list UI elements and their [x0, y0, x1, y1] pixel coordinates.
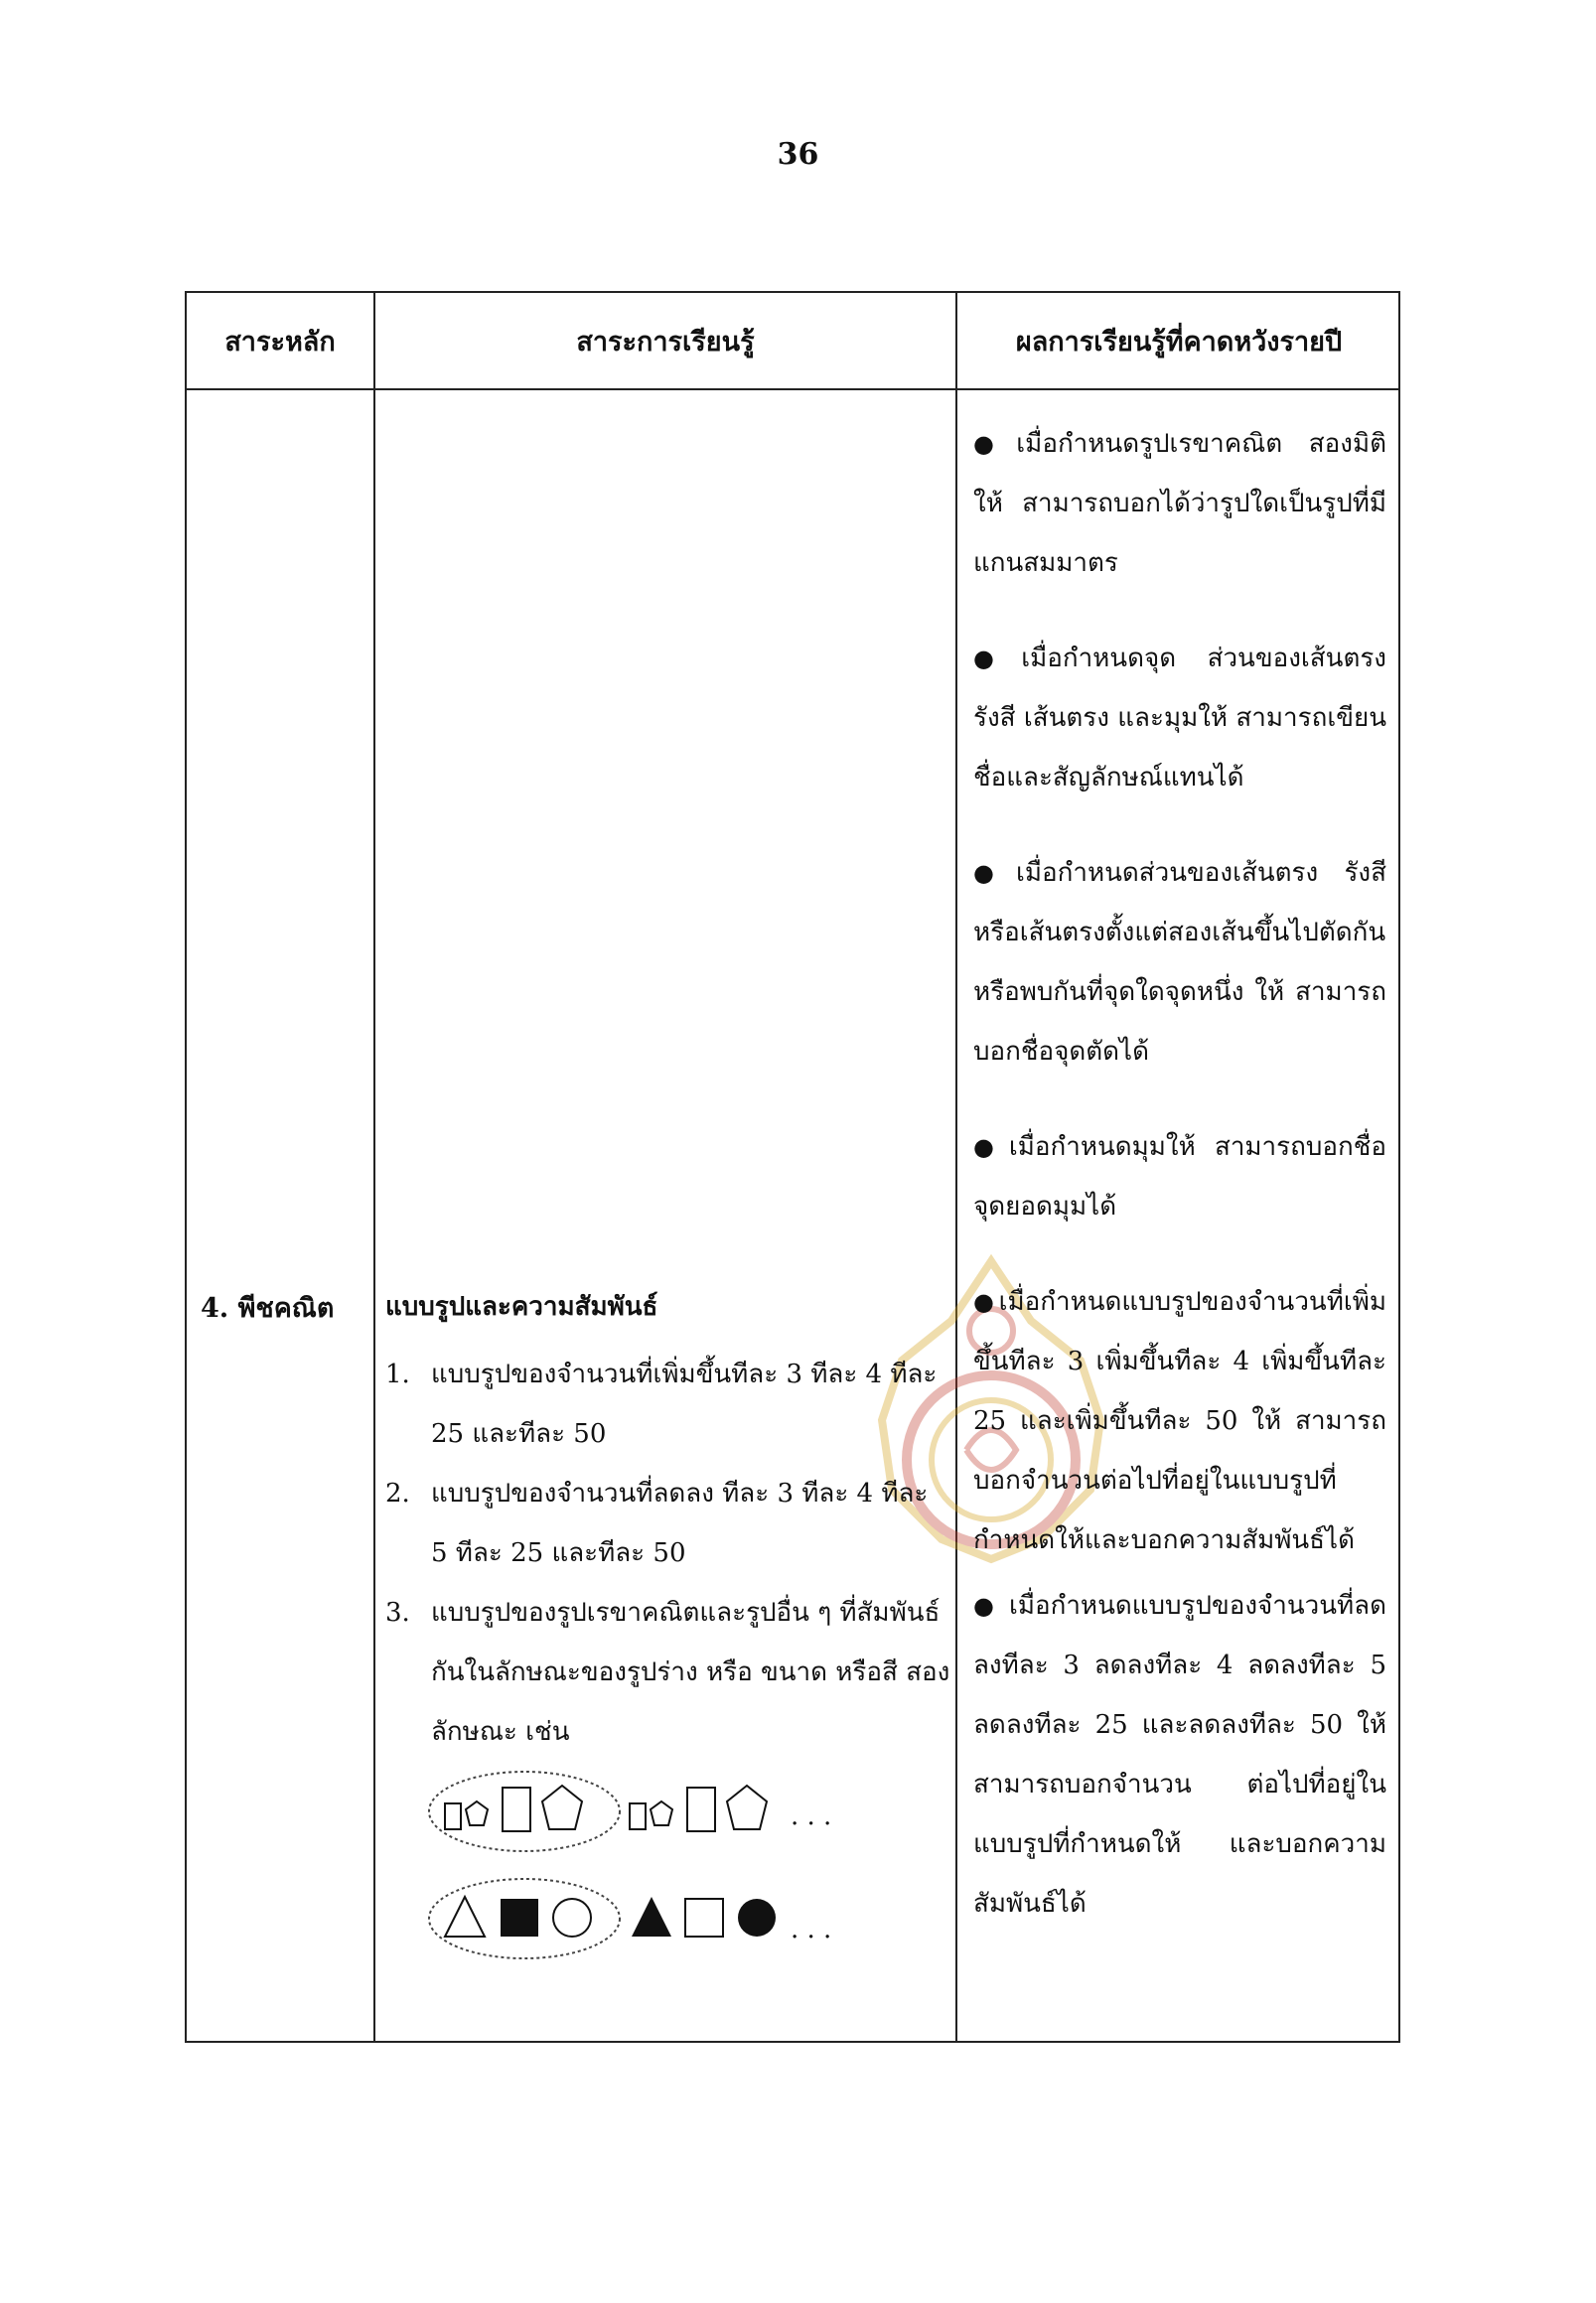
outcome-text: เมื่อกำหนดจุด ส่วนของเส้นตรง รังสี เส้นตรง และมุมให้ สามารถเขียนชื่อและสัญลักษณ์แทนได้	[973, 644, 1386, 792]
core-topic-algebra: 4. พีชคณิต	[201, 1293, 335, 1324]
small-pentagon-icon	[651, 1801, 672, 1825]
outline-circle-icon	[553, 1899, 591, 1937]
header-core-topic: สาระหลัก	[224, 326, 336, 358]
outcome-item: ● เมื่อกำหนดมุมให้ สามารถบอกชื่อจุดยอดมุมได้	[973, 1132, 1386, 1222]
small-pentagon-icon	[466, 1801, 488, 1825]
outline-triangle-icon	[445, 1897, 485, 1937]
outcome-item: ● เมื่อกำหนดจุด ส่วนของเส้นตรง รังสี เส้นตรง และมุมให้ สามารถเขียนชื่อและสัญลักษณ์แทนได้	[973, 644, 1386, 792]
outcome-item: ● เมื่อกำหนดส่วนของเส้นตรง รังสี หรือเส้นตรงตั้งแต่สองเส้นขึ้นไปตัดกันหรือพบกันที่จุดใดจุดหนึ่ง ให้ สามารถบอกชื่อจุดตัดได้	[973, 858, 1386, 1067]
header-divider	[187, 388, 1398, 390]
group-ellipse-icon	[429, 1772, 620, 1851]
content-item	[385, 1583, 951, 1762]
outcome-text: เมื่อกำหนดรูปเรขาคณิต สองมิติ ให้ สามารถบอกได้ว่ารูปใดเป็นรูปที่มีแกนสมมาตร	[973, 429, 1386, 578]
filled-circle-icon	[738, 1899, 776, 1937]
header-learning-content: สาระการเรียนรู้	[576, 326, 755, 358]
large-pentagon-icon	[727, 1786, 767, 1829]
item-number: 1.	[385, 1360, 410, 1389]
pattern-ellipsis: . . .	[791, 1915, 832, 1944]
outcome-text: เมื่อกำหนดแบบรูปของจำนวนที่เพิ่มขึ้นทีละ 3 เพิ่มขึ้นทีละ 4 เพิ่มขึ้นทีละ 25 และเพิ่มขึ้นทีละ 50 ให้ สามารถบอกจำนวนต่อไปที่อยู่ในแบบรูปที่กำหนดให้และบอกความสัมพันธ์ได้	[973, 1287, 1386, 1555]
outcome-text: เมื่อกำหนดแบบรูปของจำนวนที่ลดลงทีละ 3 ลดลงทีละ 4 ลดลงทีละ 5 ลดลงทีละ 25 และลดลงทีละ 50 ให้ สามารถบอกจำนวน ต่อไปที่อยู่ในแบบรูปที่กำหนดให้ และบอกความสัมพันธ์ได้	[973, 1591, 1386, 1919]
item-text: แบบรูปของจำนวนที่ลดลง ทีละ 3 ทีละ 4 ทีละ 5 ทีละ 25 และทีละ 50	[431, 1479, 929, 1568]
small-rectangle-icon	[630, 1803, 646, 1829]
outcome-text: เมื่อกำหนดมุมให้ สามารถบอกชื่อจุดยอดมุมได้	[973, 1132, 1386, 1222]
filled-square-icon	[501, 1899, 538, 1937]
large-rectangle-icon	[503, 1788, 530, 1831]
outcome-item: ● เมื่อกำหนดรูปเรขาคณิต สองมิติ ให้ สามารถบอกได้ว่ารูปใดเป็นรูปที่มีแกนสมมาตร	[973, 429, 1386, 578]
outcome-item: ● เมื่อกำหนดแบบรูปของจำนวนที่ลดลงทีละ 3 ลดลงทีละ 4 ลดลงทีละ 5 ลดลงทีละ 25 และลดลงทีละ 50 ให้ สามารถบอกจำนวน ต่อไปที่อยู่ในแบบรูปที่กำหนดให้ และบอกความสัมพันธ์ได้	[973, 1591, 1386, 1919]
outcome-text: เมื่อกำหนดส่วนของเส้นตรง รังสี หรือเส้นตรงตั้งแต่สองเส้นขึ้นไปตัดกันหรือพบกันที่จุดใดจุดหนึ่ง ให้ สามารถบอกชื่อจุดตัดได้	[973, 858, 1386, 1067]
large-pentagon-icon	[542, 1786, 582, 1829]
outcome-item: ● เมื่อกำหนดแบบรูปของจำนวนที่เพิ่มขึ้นทีละ 3 เพิ่มขึ้นทีละ 4 เพิ่มขึ้นทีละ 25 และเพิ่มขึ้นทีละ 50 ให้ สามารถบอกจำนวนต่อไปที่อยู่ในแบบรูปที่กำหนดให้และบอกความสัมพันธ์ได้	[973, 1287, 1386, 1555]
content-title: แบบรูปและความสัมพันธ์	[385, 1292, 658, 1322]
column-divider	[955, 293, 957, 2041]
large-rectangle-icon	[687, 1788, 715, 1831]
pattern-ellipsis: . . .	[791, 1801, 832, 1831]
curriculum-table	[185, 291, 1400, 2043]
item-text: แบบรูปของจำนวนที่เพิ่มขึ้นทีละ 3 ทีละ 4 ทีละ 25 และทีละ 50	[431, 1360, 938, 1449]
item-number: 3.	[385, 1598, 410, 1628]
outline-square-icon	[685, 1899, 723, 1937]
learning-content	[385, 1286, 951, 1962]
filled-triangle-icon	[632, 1897, 671, 1937]
item-number: 2.	[385, 1479, 410, 1509]
small-rectangle-icon	[445, 1803, 461, 1829]
column-divider	[373, 293, 375, 2041]
page-number: 36	[777, 137, 819, 172]
item-text: แบบรูปของรูปเรขาคณิตและรูปอื่น ๆ ที่สัมพันธ์กันในลักษณะของรูปร่าง หรือ ขนาด หรือสี สองลักษณะ เช่น	[431, 1598, 950, 1747]
shape-pattern-color	[385, 1875, 951, 1962]
shape-pattern-size	[385, 1768, 951, 1855]
expected-outcomes	[973, 414, 1386, 1969]
header-expected-outcomes: ผลการเรียนรู้ที่คาดหวังรายปี	[1015, 326, 1343, 358]
content-item	[385, 1345, 951, 1464]
content-item	[385, 1464, 951, 1583]
